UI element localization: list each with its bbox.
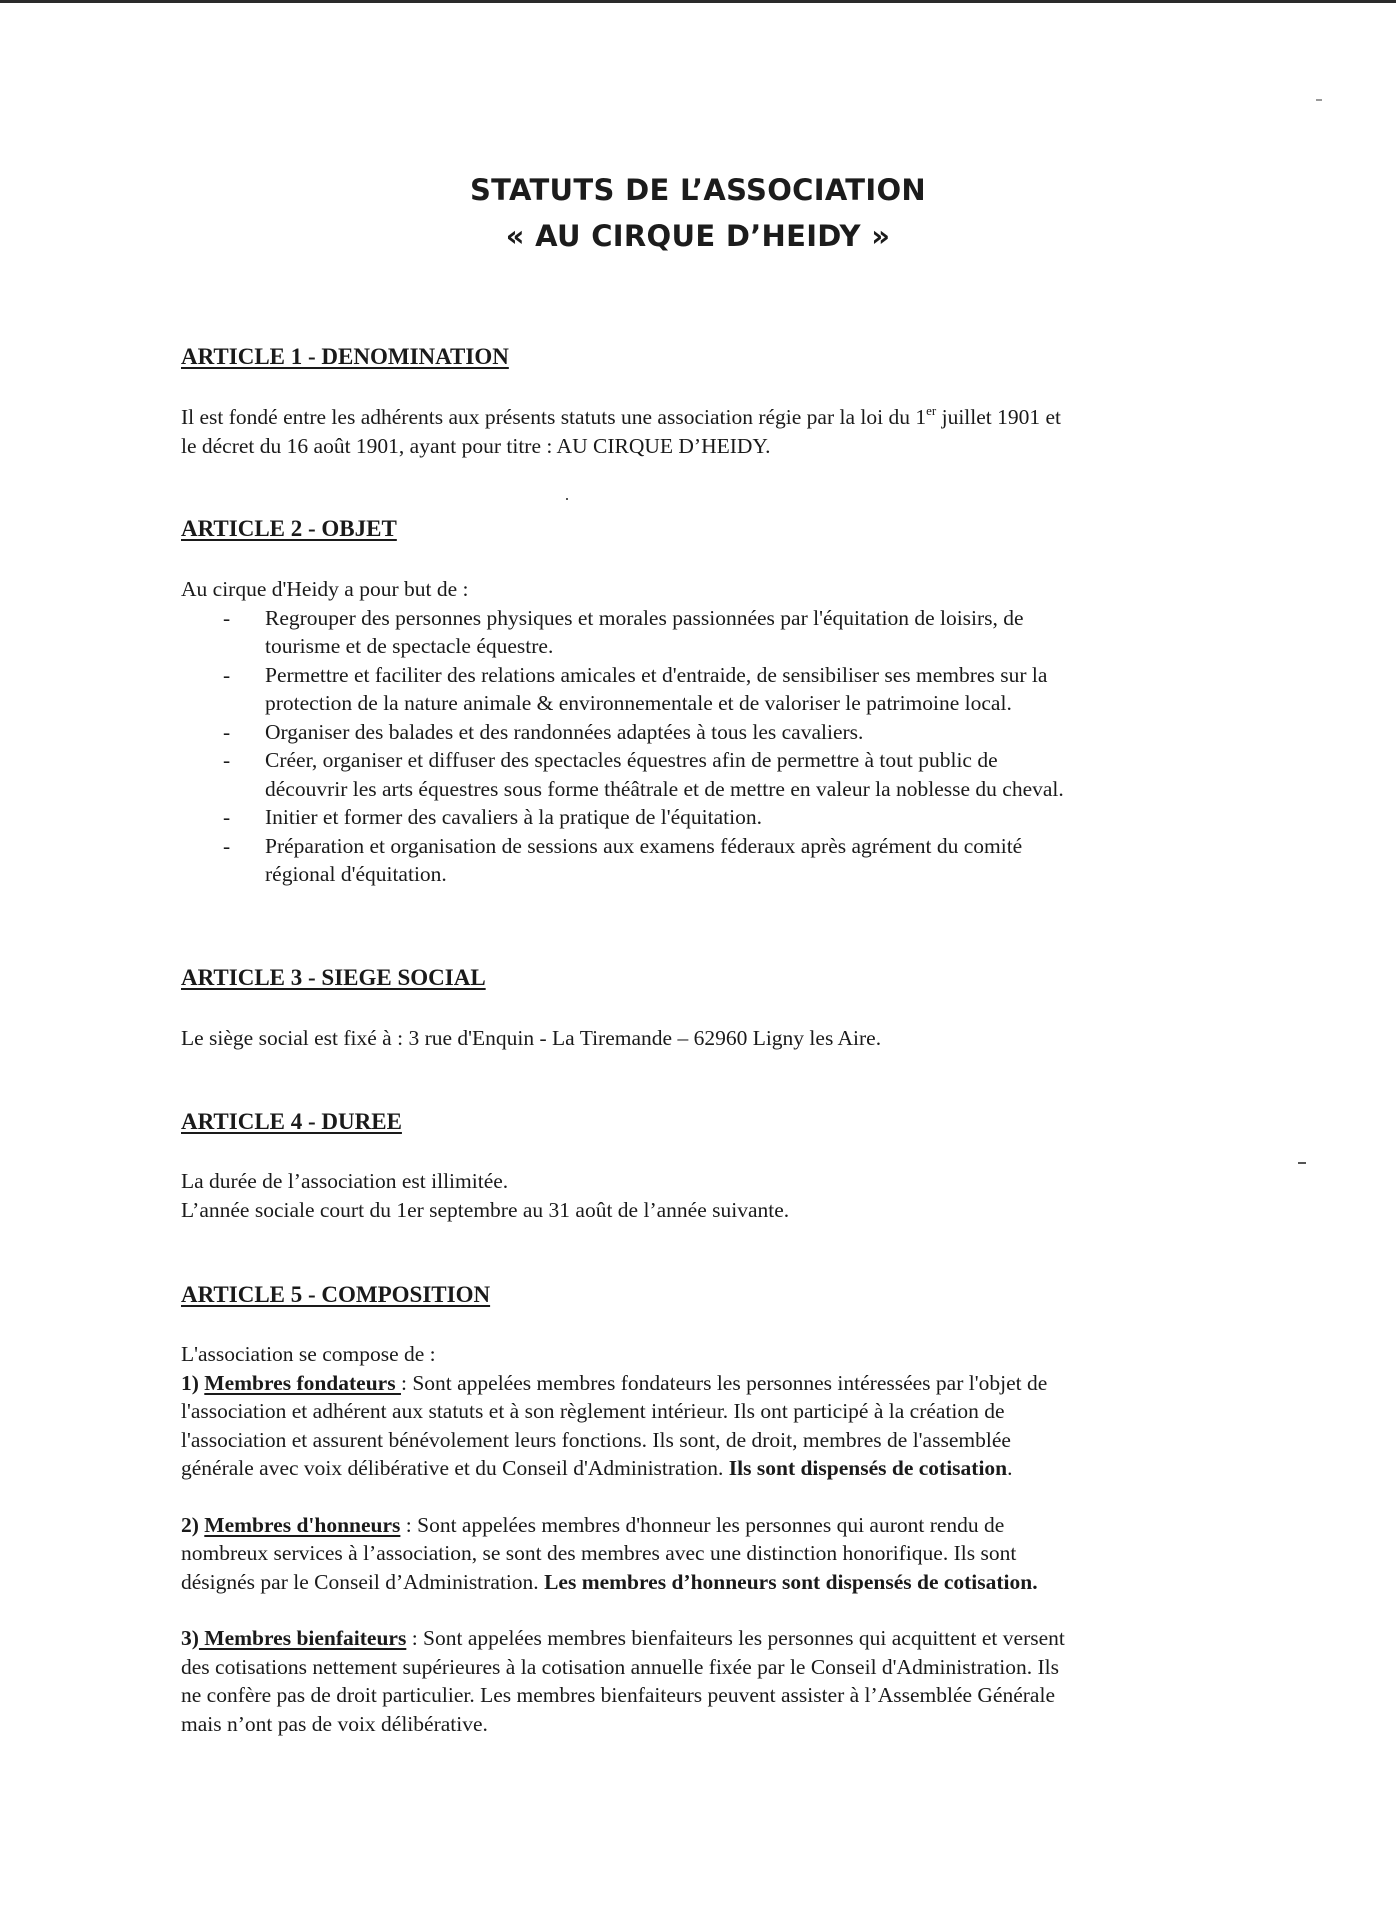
article-3-text: Le siège social est fixé à : 3 rue d'Enquin - La Tiremande – 62960 Ligny les Aire. [181,1026,882,1050]
article-2-body [181,575,1221,889]
scan-speck [1316,99,1322,101]
list-item-line: Permettre et faciliter des relations amicales et d'entraide, de sensibiliser ses membres sur la [265,662,1048,687]
member-bold-text: Les membres d’honneurs sont dispensés de cotisation. [544,1569,1038,1594]
article-3-body [181,1024,1221,1053]
article-1 [181,343,1221,371]
member-text: l'association et adhérent aux statuts et à son règlement intérieur. Ils ont participé à la création de [181,1399,1005,1423]
article-4-line-1: La durée de l’association est illimitée. [181,1169,509,1193]
member-text: nombreux services à l’association, se sont des membres avec une distinction honorifique. Ils sont [181,1541,1017,1565]
member-fondateurs [181,1369,1221,1483]
document-title [0,167,1396,259]
superscript-er: er [926,403,937,418]
article-1-body [181,403,1221,460]
article-2 [181,515,1221,543]
member-bold-text: Ils sont dispensés de cotisation [728,1456,1008,1480]
member-honneurs-line-3 [181,1568,1221,1597]
member-number: 2) [181,1512,205,1537]
list-item [181,604,1221,661]
dash-bullet: - [223,805,231,829]
member-text: mais n’ont pas de voix délibérative. [181,1711,488,1736]
scan-speck [1298,1162,1306,1164]
article-4-line-2: L’année sociale court du 1er septembre au 31 août de l’année suivante. [181,1197,790,1222]
objectives-list [181,604,1221,889]
member-text: l'association et assurent bénévolement leurs fonctions. Ils sont, de droit, membres de l'assemblée [181,1427,1011,1452]
title-line-1: STATUTS DE L’ASSOCIATION [469,173,927,207]
member-bienfaiteurs-line-1 [181,1624,1221,1653]
member-number: 1) [181,1370,205,1395]
member-type-name: Membres fondateurs [204,1370,401,1395]
list-item-line: Créer, organiser et diffuser des spectacles équestres afin de permettre à tout public de [265,748,998,772]
article-4 [181,1108,1221,1136]
list-item-line: tourisme et de spectacle équestre. [265,634,554,658]
member-honneurs [181,1511,1221,1597]
dash-bullet: - [223,833,231,858]
article-5 [181,1281,1221,1309]
article-5-body [181,1340,1221,1766]
list-item-line: Préparation et organisation de sessions aux examens féderaux après agrément du comité [265,833,1023,858]
article-2-intro: Au cirque d'Heidy a pour but de : [181,577,469,601]
member-fondateurs-line-1 [181,1369,1221,1398]
member-text: : Sont appelées membres d'honneur les personnes qui auront rendu de [400,1512,1005,1537]
member-number: 3) [181,1626,199,1650]
member-text: désignés par le Conseil d’Administration. [181,1569,545,1594]
list-item [181,832,1221,889]
member-text: : Sont appelées membres fondateurs les personnes intéressées par l'objet de [400,1370,1048,1395]
member-type-name: Membres d'honneurs [204,1512,401,1537]
member-honneurs-line-1 [181,1511,1221,1540]
list-item-line: protection de la nature animale & environnementale et de valoriser le patrimoine local. [265,691,1012,715]
member-fondateurs-line-4 [181,1454,1221,1483]
article-2-heading: ARTICLE 2 - OBJET [181,516,397,541]
dash-bullet: - [223,605,231,630]
member-text: des cotisations nettement supérieures à la cotisation annuelle fixée par le Conseil d'Administration. Ils [181,1654,1059,1679]
member-bienfaiteurs [181,1624,1221,1738]
article-5-intro: L'association se compose de : [181,1342,436,1366]
list-item-line: découvrir les arts équestres sous forme théâtrale et de mettre en valeur la noblesse du cheval. [265,776,1064,801]
list-item-line: Organiser des balades et des randonnées adaptées à tous les cavaliers. [265,719,864,744]
list-item [181,746,1221,803]
title-line-2: « AU CIRQUE D’HEIDY » [505,219,891,253]
member-text: : Sont appelées membres bienfaiteurs les personnes qui acquittent et versent [406,1626,1065,1650]
list-item [181,718,1221,747]
member-text: ne confère pas de droit particulier. Les membres bienfaiteurs peuvent assister à l’Assemblée Générale [181,1683,1055,1707]
member-text: générale avec voix délibérative et du Conseil d'Administration. [181,1456,729,1480]
article-3 [181,964,1221,992]
list-item [181,803,1221,832]
article-1-line-1-end: juillet 1901 et [936,405,1062,429]
list-item-line: régional d'équitation. [265,862,447,886]
list-item-line: Regrouper des personnes physiques et morales passionnées par l'équitation de loisirs, de [265,605,1024,630]
scan-speck [566,498,568,500]
member-type-name: Membres bienfaiteurs [198,1626,407,1650]
dash-bullet: - [223,748,231,772]
dash-bullet: - [223,662,231,687]
article-3-heading: ARTICLE 3 - SIEGE SOCIAL [181,965,486,990]
dash-bullet: - [223,719,231,744]
list-item [181,661,1221,718]
member-text: . [1007,1456,1013,1480]
article-1-heading: ARTICLE 1 - DENOMINATION [181,344,509,369]
article-1-line-1-text: Il est fondé entre les adhérents aux présents statuts une association régie par la loi du 1 [181,405,927,429]
article-1-line-2: le décret du 16 août 1901, ayant pour titre : AU CIRQUE D’HEIDY. [181,433,771,458]
article-1-line-1 [181,403,1221,432]
article-4-heading: ARTICLE 4 - DUREE [181,1109,402,1134]
list-item-line: Initier et former des cavaliers à la pratique de l'équitation. [265,805,762,829]
article-5-heading: ARTICLE 5 - COMPOSITION [181,1282,491,1307]
article-4-body [181,1167,1221,1224]
